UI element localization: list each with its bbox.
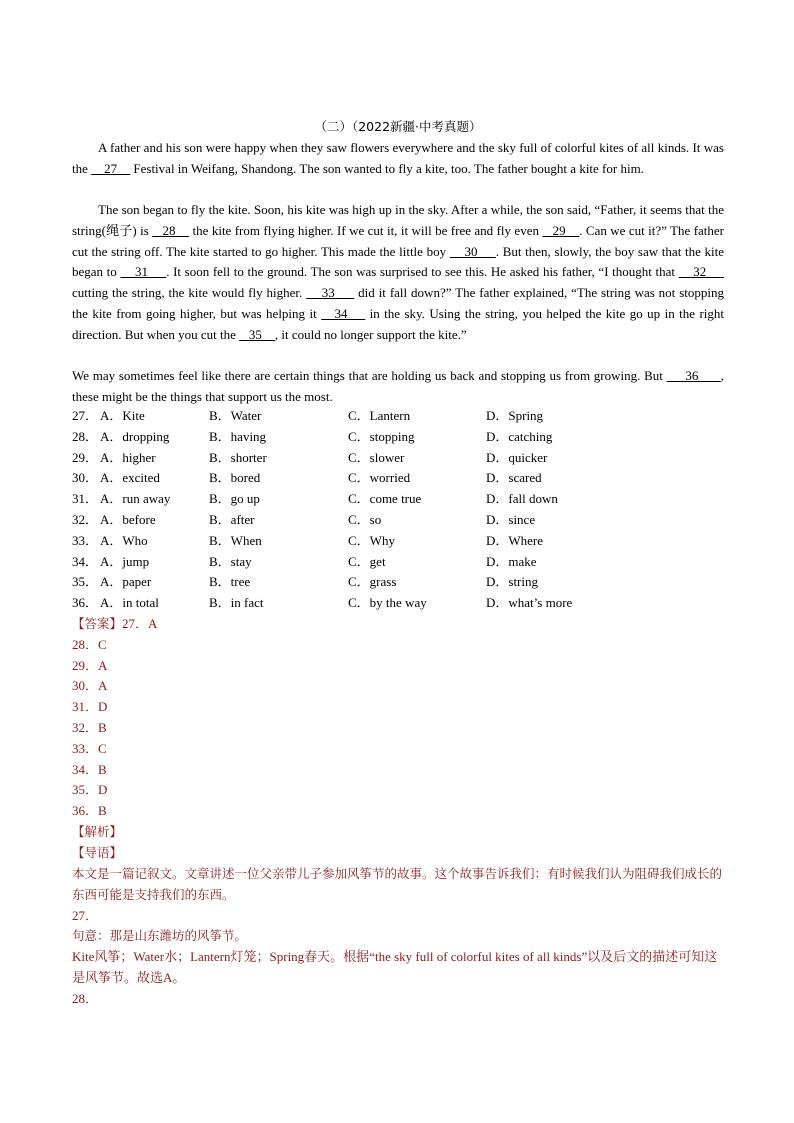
answer-item: 29．A xyxy=(72,657,108,673)
option-b: B．stay xyxy=(209,553,252,569)
answer-section xyxy=(72,614,724,822)
passage-text: Festival in Weifang, Shandong. The son wanted to fly a kite, too. The father bought a kite for him. xyxy=(130,160,644,176)
option-row-34 xyxy=(72,552,724,573)
option-a: A．dropping xyxy=(100,428,170,444)
question-number: 34． xyxy=(72,553,99,569)
option-d: D．fall down xyxy=(486,491,558,507)
option-row-28 xyxy=(72,427,724,448)
option-d: D．quicker xyxy=(486,449,548,465)
blank-29: 29 xyxy=(542,222,580,238)
guide-label: 【导语】 xyxy=(72,844,123,860)
blank-33: 33 xyxy=(306,285,355,301)
passage-text: . It soon fell to the ground. The son was surprised to see this. He asked his father, “I thought that xyxy=(166,264,679,280)
answer-item: 36．B xyxy=(72,803,107,819)
passage-text: in the sky. Using the string, you helped the kite go up in the right direction. But when you cut the xyxy=(72,305,724,342)
passage-text: cutting the string, the kite would fly higher. xyxy=(72,285,307,301)
option-d: D．scared xyxy=(486,470,542,486)
option-a: A．before xyxy=(100,511,156,527)
section-title: （二）（2022新疆·中考真题） xyxy=(314,119,482,134)
explanation-meaning-27: 句意：那是山东潍坊的风筝节。 xyxy=(72,928,248,944)
option-row-33 xyxy=(72,531,724,552)
passage-text: . But then, slowly, the boy saw that the kite began to xyxy=(72,243,725,280)
option-d: D．Spring xyxy=(486,408,544,423)
option-b: B．bored xyxy=(209,470,261,486)
option-a: A．Kite xyxy=(100,408,145,423)
option-row-36 xyxy=(72,593,724,614)
option-d: D．Where xyxy=(486,532,544,548)
explanation-number-27: 27． xyxy=(72,907,99,923)
option-d: D．string xyxy=(486,574,539,590)
passage-text: The son began to fly the kite. Soon, his kite was high up in the sky. After a while, the son said, “Father, it seems that the string(绳子) is xyxy=(72,202,724,238)
question-number: 31． xyxy=(72,491,99,507)
passage-paragraph-1 xyxy=(72,138,724,180)
blank-35: 35 xyxy=(239,326,275,342)
answer-item: 28．C xyxy=(72,636,107,652)
option-row-31 xyxy=(72,489,724,510)
option-c: C．worried xyxy=(348,470,411,486)
option-row-35 xyxy=(72,572,724,593)
option-a: A．excited xyxy=(100,470,160,486)
question-number: 28． xyxy=(72,428,99,444)
answer-first-line xyxy=(72,614,724,635)
option-d: D．catching xyxy=(486,428,553,444)
option-d: D．since xyxy=(486,511,536,527)
option-row-27 xyxy=(72,406,724,427)
blank-36: 36 xyxy=(666,368,721,383)
option-b: B．When xyxy=(209,532,262,548)
answer-item: 34．B xyxy=(72,761,107,777)
option-c: C．stopping xyxy=(348,428,415,444)
options-list xyxy=(72,406,724,614)
option-a: A．in total xyxy=(100,595,159,611)
option-d: D．make xyxy=(486,553,537,569)
option-c: C．grass xyxy=(348,574,397,590)
blank-27: 27 xyxy=(91,160,131,176)
option-a: A．higher xyxy=(100,449,156,465)
option-row-30 xyxy=(72,468,724,489)
option-row-29 xyxy=(72,448,724,469)
passage-text: . Can we cut it?” The father cut the string off. The kite started to go higher. This made the little boy xyxy=(72,222,725,259)
explanation-number-28: 28． xyxy=(72,990,99,1006)
option-a: A．paper xyxy=(100,574,152,590)
question-number: 29． xyxy=(72,449,99,465)
option-b: B．go up xyxy=(209,491,260,507)
option-b: B．in fact xyxy=(209,595,264,611)
passage-text: the kite from flying higher. If we cut it, it will be free and fly even xyxy=(189,222,543,238)
passage-text: , it could no longer support the kite.” xyxy=(274,326,467,342)
option-c: C．Lantern xyxy=(348,408,411,423)
option-c: C．get xyxy=(348,553,386,569)
passage-paragraph-2 xyxy=(72,200,724,346)
analysis-label: 【解析】 xyxy=(72,824,123,839)
blank-30: 30 xyxy=(449,243,496,259)
passage-text: We may sometimes feel like there are certain things that are holding us back and stopping us from growing. But xyxy=(72,368,667,383)
passage-text: , these might be the things that support us the most. xyxy=(72,368,725,404)
option-c: C．come true xyxy=(348,491,422,507)
explanation-text-27: Kite风筝；Water水；Lantern灯笼；Spring春天。根据“the sky full of colorful kites of all kinds”以及后文的描述可知这是风筝节。故选A。 xyxy=(72,949,718,985)
option-c: C．by the way xyxy=(348,595,427,611)
passage-text: A father and his son were happy when they saw flowers everywhere and the sky full of colorful kites of all kinds. It was the xyxy=(72,140,724,176)
question-number: 32． xyxy=(72,511,99,527)
option-c: C．Why xyxy=(348,532,395,548)
answer-item: 31．D xyxy=(72,699,108,715)
blank-31: 31 xyxy=(120,264,167,280)
question-number: 33． xyxy=(72,532,99,548)
option-c: C．slower xyxy=(348,449,405,465)
question-number: 27． xyxy=(72,408,99,423)
answer-item: 32．B xyxy=(72,719,107,735)
blank-34: 34 xyxy=(321,305,366,321)
analysis-body xyxy=(72,864,724,1010)
option-a: A．run away xyxy=(100,491,171,507)
blank-32: 32 xyxy=(678,264,725,280)
option-d: D．what’s more xyxy=(486,595,573,611)
option-b: B．after xyxy=(209,511,255,527)
passage-text: did it fall down?” The father explained, “The string was not stopping the kite from going higher, but was helping it xyxy=(72,285,724,321)
passage-paragraph-3 xyxy=(72,366,724,408)
option-a: A．Who xyxy=(100,532,148,548)
option-a: A．jump xyxy=(100,553,150,569)
option-b: B．Water xyxy=(209,408,262,423)
option-b: B．having xyxy=(209,428,267,444)
question-number: 30． xyxy=(72,470,99,486)
option-c: C．so xyxy=(348,511,382,527)
guide-text: 本文是一篇记叙文。文章讲述一位父亲带儿子参加风筝节的故事。这个故事告诉我们：有时候我们认为阻碍我们成长的东西可能是支持我们的东西。 xyxy=(72,866,723,902)
answer-item: 30．A xyxy=(72,678,108,694)
answer-label: 【答案】 xyxy=(72,616,123,631)
option-b: B．tree xyxy=(209,574,251,590)
option-b: B．shorter xyxy=(209,449,267,465)
blank-28: 28 xyxy=(152,222,190,238)
answer-item: 33．C xyxy=(72,740,107,756)
analysis-headers xyxy=(72,822,724,864)
option-row-32 xyxy=(72,510,724,531)
answer-item: 27．A xyxy=(122,616,158,631)
question-number: 35． xyxy=(72,574,99,590)
answer-item: 35．D xyxy=(72,782,108,798)
question-number: 36． xyxy=(72,595,99,611)
